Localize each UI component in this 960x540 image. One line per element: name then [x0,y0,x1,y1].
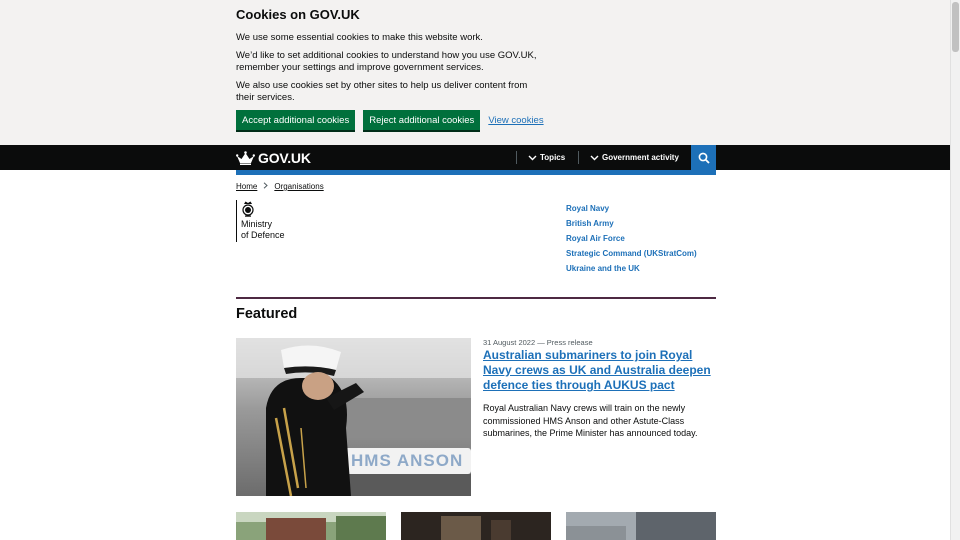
list-item [566,231,697,246]
cookie-text-essential: We use some essential cookies to make this website work. [236,32,483,43]
related-links [566,201,697,276]
crown-icon [236,151,255,165]
cookie-banner-title: Cookies on GOV.UK [236,7,360,22]
link-ukraine[interactable]: Ukraine and the UK [566,264,640,273]
photo-sign-text: HMS ANSON [351,451,464,470]
featured-heading: Featured [236,306,298,322]
link-royal-air-force[interactable]: Royal Air Force [566,234,625,243]
chevron-down-icon [528,155,537,161]
list-item [566,261,697,276]
view-cookies-link[interactable]: View cookies [488,114,544,126]
reject-cookies-button[interactable]: Reject additional cookies [363,110,480,130]
chevron-right-icon [263,182,268,191]
breadcrumb [236,182,324,191]
list-item [566,246,697,261]
cookie-banner [0,0,951,145]
nav-divider [516,151,517,164]
link-strategic-command[interactable]: Strategic Command (UKStratCom) [566,249,697,258]
breadcrumb-home[interactable]: Home [236,182,258,191]
organisation-logo [236,200,285,242]
cookie-text-additional: We’d like to set additional cookies to understand how you use GOV.UK, remember your settings and improve government services. [236,49,537,73]
nav-topics[interactable] [528,145,565,170]
list-item [566,216,697,231]
featured-divider [236,297,716,299]
list-item [566,201,697,216]
organisation-name-line1: Ministry [241,219,272,229]
featured-thumbnail-3[interactable] [566,512,716,540]
nav-government-activity-label: Government activity [602,153,679,162]
link-royal-navy[interactable]: Royal Navy [566,204,610,213]
thumbnail-image [566,512,716,540]
article-meta: 31 August 2022 — Press release [483,338,593,347]
featured-thumbnail-2[interactable] [401,512,551,540]
logo-text: GOV.UK [258,150,311,166]
thumbnail-image [236,512,386,540]
nav-divider [578,151,579,164]
chevron-down-icon [590,155,599,161]
header-blue-bar [236,170,716,175]
search-button[interactable] [691,145,716,170]
nav-government-activity[interactable] [590,145,679,170]
featured-main-photo[interactable] [236,338,471,496]
featured-article [483,338,715,440]
page-scrollbar[interactable] [950,0,960,540]
site-header [0,145,951,170]
featured-thumbnail-1[interactable] [236,512,386,540]
thumbnail-image [401,512,551,540]
scrollbar-thumb[interactable] [952,2,959,52]
cookie-actions [236,110,544,130]
royal-crest-icon [241,200,255,217]
govuk-logo[interactable] [236,150,311,166]
nav-topics-label: Topics [540,153,566,162]
featured-photo-image [236,338,471,496]
search-icon [698,152,710,164]
article-summary: Royal Australian Navy crews will train on the newly commissioned HMS Anson and other Astute-Class submarines, the Prime Minister has announced today. [483,403,698,438]
cookie-text-third-party: We also use cookies set by other sites to help us deliver content from their services. [236,79,528,103]
breadcrumb-organisations[interactable]: Organisations [274,182,324,191]
article-headline-link[interactable]: Australian submariners to join Royal Navy crews as UK and Australia deepen defence ties through AUKUS pact [483,348,711,392]
organisation-name-line2: of Defence [241,230,285,240]
accept-cookies-button[interactable]: Accept additional cookies [236,110,355,130]
link-british-army[interactable]: British Army [566,219,614,228]
